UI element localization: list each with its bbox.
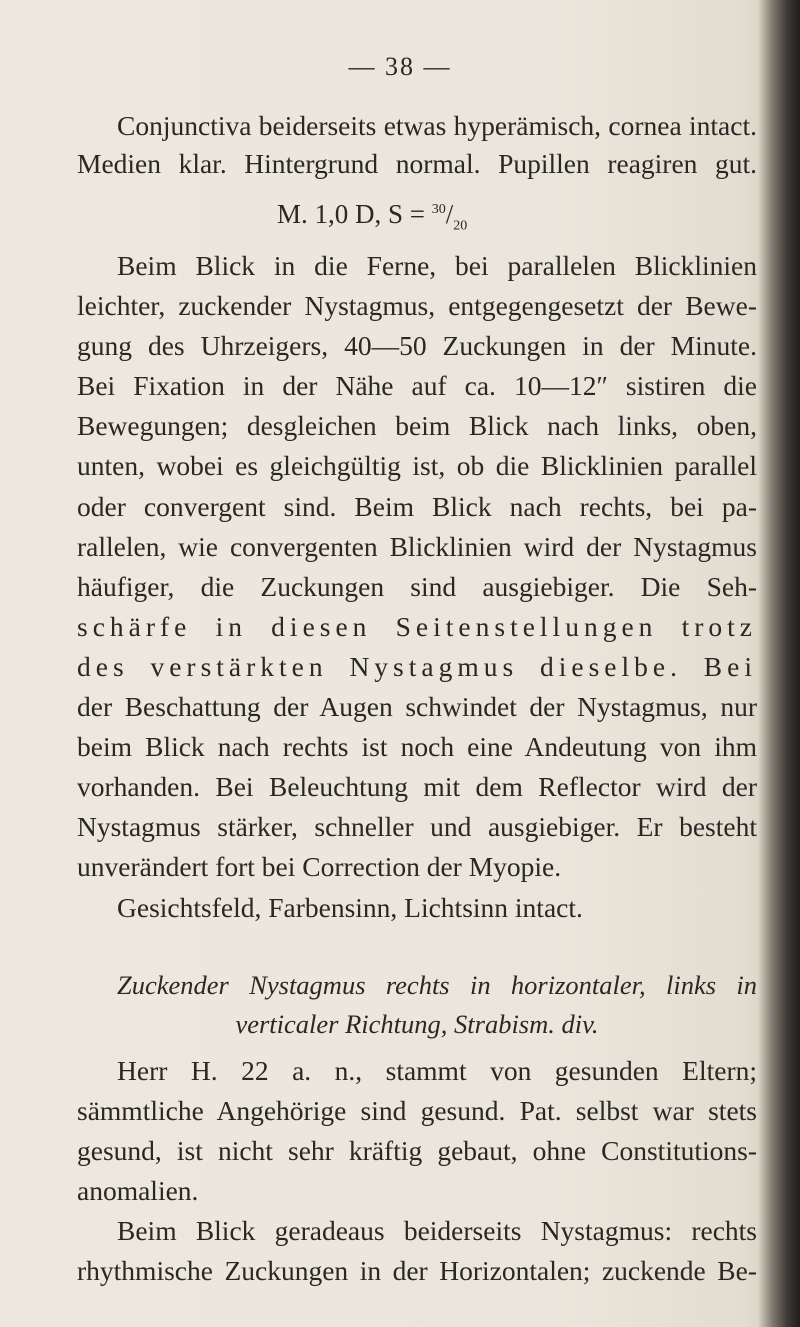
formula-denominator: 20 (453, 218, 468, 234)
text-line: der Beschattung der Augen schwindet der Nystagmus, nur (77, 691, 757, 722)
text-line: Gesichtsfeld, Farbensinn, Lichtsinn intact. (117, 892, 583, 923)
section-heading: Zuckender Nystagmus rechts in horizontaler, links in (117, 970, 757, 1000)
text-line: häufiger, die Zuckungen sind ausgiebiger. Die Seh- (77, 571, 757, 602)
spaced-text-line: schärfe in diesen Seitenstellungen trotz (77, 611, 757, 642)
text-line: anomalien. (77, 1175, 199, 1206)
text-line: unverändert fort bei Correction der Myopie. (77, 851, 562, 882)
text-line: Beim Blick in die Ferne, bei parallelen Blicklinien (117, 250, 757, 281)
page-binding-edge (758, 0, 800, 1327)
text-line: Medien klar. Hintergrund normal. Pupillen reagiren gut. (77, 148, 757, 179)
spaced-text-line: des verstärkten Nystagmus dieselbe. Bei (77, 651, 757, 682)
text-line: rhythmische Zuckungen in der Horizontalen; zuckende Be- (77, 1255, 757, 1286)
text-line: Bewegungen; desgleichen beim Blick nach links, oben, (77, 410, 757, 441)
text-line: Beim Blick geradeaus beiderseits Nystagmus: rechts (117, 1215, 757, 1246)
formula-prefix: M. 1,0 D, S = (277, 199, 432, 229)
text-line: vorhanden. Bei Beleuchtung mit dem Reflector wird der (77, 771, 757, 802)
text-line: unten, wobei es gleichgültig ist, ob die Blicklinien parallel (77, 450, 757, 481)
page-number: — 38 — (348, 52, 452, 81)
text-line: Conjunctiva beiderseits etwas hyperämisch, cornea intact. (117, 110, 757, 141)
text-line: oder convergent sind. Beim Blick nach rechts, bei pa- (77, 491, 757, 522)
text-line: rallelen, wie convergenten Blicklinien wird der Nystagmus (77, 531, 757, 562)
visual-acuity-formula (277, 192, 677, 234)
formula-slash: / (445, 199, 454, 229)
text-line: sämmtliche Angehörige sind gesund. Pat. selbst war stets (77, 1095, 757, 1126)
text-line: Herr H. 22 a. n., stammt von gesunden Eltern; (117, 1055, 757, 1086)
section-heading: verticaler Richtung, Strabism. div. (235, 1009, 599, 1039)
text-line: beim Blick nach rechts ist noch eine Andeutung von ihm (77, 731, 757, 762)
formula-numerator: 30 (431, 202, 446, 217)
text-line: leichter, zuckender Nystagmus, entgegengesetzt der Bewe- (77, 290, 757, 321)
text-line: gung des Uhrzeigers, 40—50 Zuckungen in der Minute. (77, 330, 757, 361)
text-line: Nystagmus stärker, schneller und ausgiebiger. Er besteht (77, 811, 757, 842)
text-line: Bei Fixation in der Nähe auf ca. 10—12″ sistiren die (77, 370, 757, 401)
text-line: gesund, ist nicht sehr kräftig gebaut, ohne Constitutions- (77, 1135, 757, 1166)
